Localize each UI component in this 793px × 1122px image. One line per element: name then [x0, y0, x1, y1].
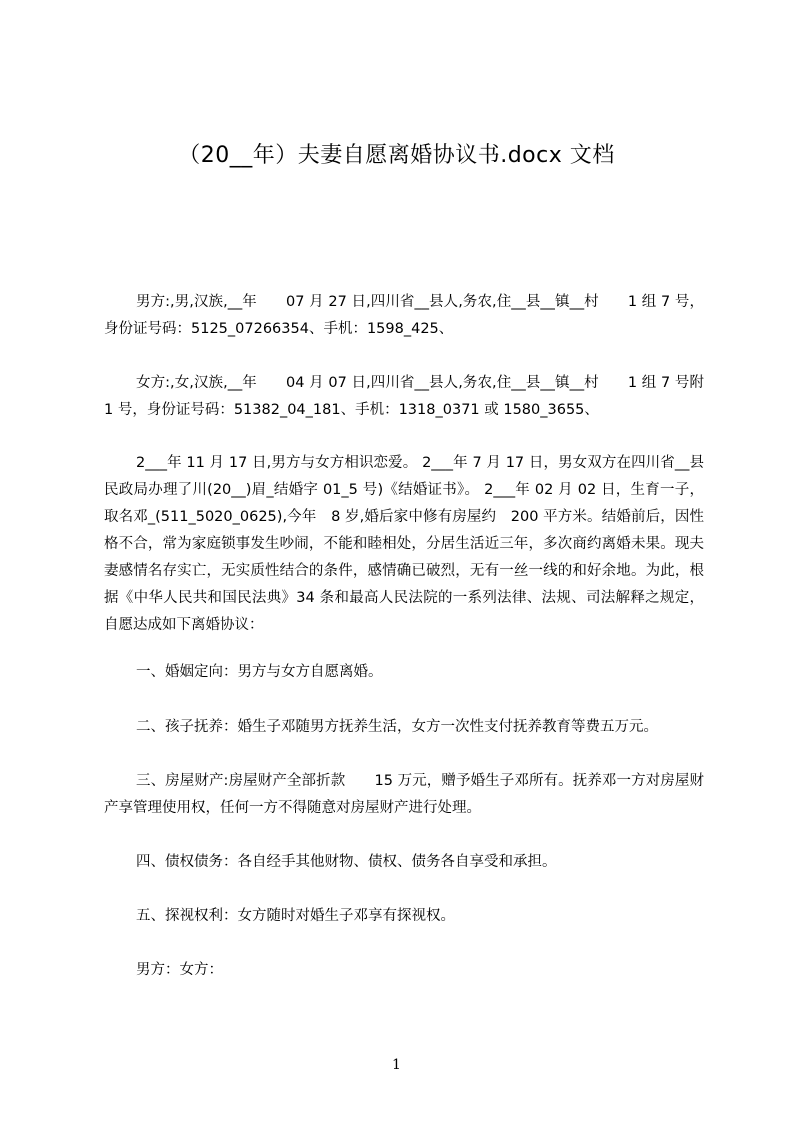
article-child-custody: 二、孩子抚养：婚生子邓随男方抚养生活，女方一次性支付抚养教育等费五万元。	[136, 719, 658, 735]
page-number: 1	[392, 1057, 401, 1073]
article-marriage-decision: 一、婚姻定向：男方与女方自愿离婚。	[136, 664, 383, 680]
document-title: （20__年）夫妻自愿离婚协议书.docx 文档	[178, 143, 615, 168]
marriage-history-paragraph: 2___年 11 月 17 日,男方与女方相识恋爱。 2___年 7 月 17 日，男女双方在四川省__县民政局办理了川(20__)眉_结婚字 01_5 号)《结婚证书》。 2___年 02 月 02 日，生育一子，取名邓_(511_5020_0625),今年 8 岁,婚后家中修有房屋约 200 平方米。结婚前后，因性格不合，常为家庭锁事发生吵闹，不能和睦相处，分居生活近三年，多次商约离婚未果。现夫妻感情名存实亡，无实质性结合的条件，感情确已破烈，无有一丝一线的和好余地。为此，根据《中华人民共和国民法典》34 条和最高人民法院的一系列法律、法规、司法解释之规定，自愿达成如下离婚协议：	[104, 455, 704, 633]
male-party-info: 男方:,男,汉族,__年 07 月 27 日,四川省__县人,务农,住__县__镇__村 1 组 7 号，身份证号码：5125_07266354、手机：1598_425、	[104, 294, 704, 337]
article-debts: 四、债权债务：各自经手其他财物、债权、债务各自享受和承担。	[136, 854, 557, 870]
article-visitation: 五、探视权利：女方随时对婚生子邓享有探视权。	[136, 908, 455, 924]
female-party-info: 女方:,女,汉族,__年 04 月 07 日,四川省__县人,务农,住__县__镇__村 1 组 7 号附 1 号，身份证号码：51382_04_181、手机：1318_0371 或 1580_3655、	[104, 375, 704, 418]
signature-line: 男方：女方：	[136, 962, 223, 978]
article-house-property: 三、房屋财产:房屋财产全部折款 15 万元，赠予婚生子邓所有。抚养邓一方对房屋财产享管理使用权，任何一方不得随意对房屋财产进行处理。	[104, 773, 704, 816]
